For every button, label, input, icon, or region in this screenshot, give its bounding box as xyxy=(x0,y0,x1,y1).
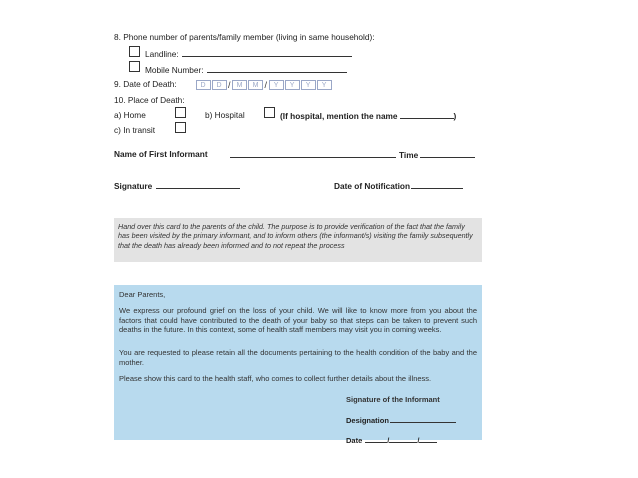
informant-name-line xyxy=(230,149,396,158)
year-box[interactable]: Y xyxy=(269,80,284,90)
notification-date-line xyxy=(411,180,463,189)
hospital-name-line xyxy=(400,110,454,119)
letter-date-line xyxy=(365,434,390,445)
hospital-label: b) Hospital xyxy=(205,110,245,120)
letter-paragraph-3: Please show this card to the health staff, who comes to collect further details about the illness. xyxy=(119,374,432,383)
letter-date-sep: / xyxy=(387,436,390,445)
letter-paragraph-2: You are requested to please retain all the documents pertaining to the health condition of the baby and the mother. xyxy=(119,348,477,367)
notification-date-label: Date of Notification xyxy=(334,181,411,191)
handover-text: Hand over this card to the parents of the child. The purpose is to provide verification of the fact that the family has been visited by the primary informant, and to inform others (the informant/s) visiting the family subsequently that the death has already been informed and to not repeat the process xyxy=(118,222,473,250)
letter-signature-label: Signature of the Informant xyxy=(346,395,440,404)
parent-letter xyxy=(114,285,482,445)
informant-name-label: Name of First Informant xyxy=(114,149,208,159)
q8-label: 8. Phone number of parents/family member (living in same household): xyxy=(114,32,375,42)
month-box[interactable]: M xyxy=(248,80,263,90)
letter-salutation: Dear Parents, xyxy=(119,290,166,299)
close-paren: ) xyxy=(453,111,457,121)
home-checkbox[interactable] xyxy=(175,107,186,118)
notification-date-field[interactable] xyxy=(334,180,463,191)
hospital-checkbox[interactable] xyxy=(264,107,275,118)
date-separator: / xyxy=(228,79,231,90)
hospital-name-field[interactable] xyxy=(280,110,456,121)
hospital-note: (If hospital, mention the name xyxy=(280,111,398,121)
signature-label: Signature xyxy=(114,181,153,191)
designation-line xyxy=(390,414,456,423)
landline-checkbox[interactable] xyxy=(129,46,140,57)
mobile-checkbox[interactable] xyxy=(129,61,140,72)
year-box[interactable]: Y xyxy=(317,80,332,90)
letter-paragraph-1: We express our profound grief on the loss of your child. We will like to know more from you about the factors that could have contributed to the death of your baby so that steps can be taken to prevent such deaths in the future. In this context, some of health staff members may visit you in coming weeks. xyxy=(119,306,477,335)
mobile-field[interactable] xyxy=(145,64,347,75)
designation-label: Designation xyxy=(346,416,389,425)
year-box[interactable]: Y xyxy=(285,80,300,90)
mobile-label: Mobile Number: xyxy=(145,65,204,75)
time-line xyxy=(420,149,475,158)
signature-line xyxy=(156,180,240,189)
home-label: a) Home xyxy=(114,110,146,120)
q9-label: 9. Date of Death: xyxy=(114,79,177,89)
date-separator: / xyxy=(264,79,268,90)
date-of-death-input[interactable] xyxy=(195,76,332,94)
transit-checkbox[interactable] xyxy=(175,122,186,133)
letter-date-sep: / xyxy=(417,436,420,445)
landline-field[interactable] xyxy=(145,48,352,59)
mobile-line xyxy=(207,64,347,73)
signature-field[interactable] xyxy=(114,180,240,191)
letter-date-line xyxy=(419,434,437,443)
year-box[interactable]: Y xyxy=(301,80,316,90)
letter-date-label: Date xyxy=(346,436,363,445)
month-box[interactable]: M xyxy=(232,80,247,90)
landline-line xyxy=(182,48,352,57)
day-box[interactable]: D xyxy=(212,80,227,90)
q10-label: 10. Place of Death: xyxy=(114,95,185,105)
time-label: Time xyxy=(399,150,419,160)
day-box[interactable]: D xyxy=(196,80,211,90)
landline-label: Landline: xyxy=(145,49,179,59)
informant-name-field[interactable] xyxy=(230,149,396,160)
transit-label: c) In transit xyxy=(114,125,156,135)
time-field[interactable] xyxy=(399,149,475,160)
letter-date-field[interactable] xyxy=(346,434,437,445)
handover-note xyxy=(114,218,482,262)
letter-date-line xyxy=(389,434,420,445)
designation-field[interactable] xyxy=(346,414,456,425)
